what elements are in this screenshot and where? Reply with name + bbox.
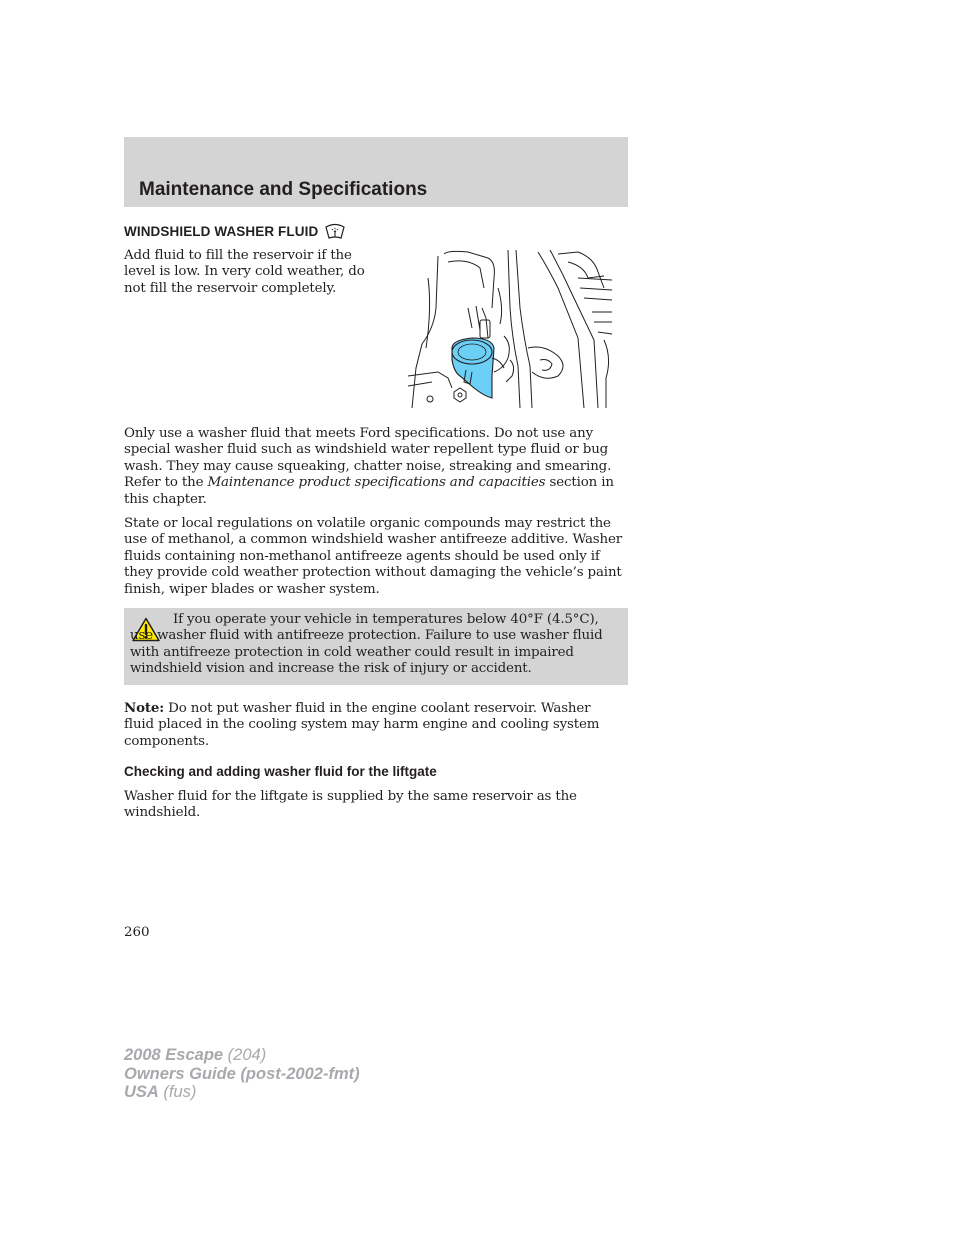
washer-reservoir-engine-diagram [408,248,616,412]
specifications-reference: Maintenance product specifications and capacities [207,475,546,491]
page-number: 260 [124,925,150,940]
warning-paragraph [130,612,614,678]
regulations-paragraph: State or local regulations on volatile organic compounds may restrict the use of methanol, a common windshield washer antifreeze additive. Washer fluids containing non-methanol antifreeze agents should be used only if they provide cold weather protection without damaging the vehicle’s paint finish, wiper blades or washer system. [124,516,623,597]
windshield-washer-icon [324,221,346,241]
liftgate-heading: Checking and adding washer fluid for the liftgate [124,764,437,779]
intro-paragraph: Add fluid to fill the reservoir if the level is low. In very cold weather, do not fill the reservoir completely. [124,248,365,296]
footer-guide: Owners Guide (post-2002-fmt) [124,1064,360,1083]
warning-text: If you operate your vehicle in temperatures below 40°F (4.5°C), use washer fluid with antifreeze protection. Failure to use washer fluid with antifreeze protection in cold weather could result in impaired windshield vision and increase the risk of injury or accident. [130,612,603,677]
section-heading-text: WINDSHIELD WASHER FLUID [124,223,319,239]
footer [124,1046,360,1102]
specifications-text-start: Only use a washer fluid that meets Ford specifications. Do not use any special washer fluid such as windshield water repellent type fluid or bug wash. They may cause squeaking, chatter noise, streaking and smearing. Refer to the [124,426,612,491]
footer-line-2 [124,1065,360,1084]
footer-model-code: (204) [223,1046,267,1064]
footer-market-code: (fus) [158,1083,197,1101]
section-heading [124,221,346,241]
liftgate-paragraph: Washer fluid for the liftgate is supplied by the same reservoir as the windshield. [124,789,577,821]
warning-box [124,608,628,685]
note-paragraph [124,700,624,750]
note-label: Note: [124,700,165,716]
footer-line-3 [124,1083,360,1102]
footer-market: USA [124,1083,159,1101]
specifications-paragraph [124,426,624,508]
footer-line-1 [124,1046,360,1065]
page-title: Maintenance and Specifications [139,179,428,200]
note-text: Do not put washer fluid in the engine coolant reservoir. Washer fluid placed in the cooling system may harm engine and cooling system components. [124,701,600,749]
specifications-text-end: section in this chapter. [124,475,614,507]
header-band [124,137,628,207]
footer-model: 2008 Escape [124,1046,224,1064]
